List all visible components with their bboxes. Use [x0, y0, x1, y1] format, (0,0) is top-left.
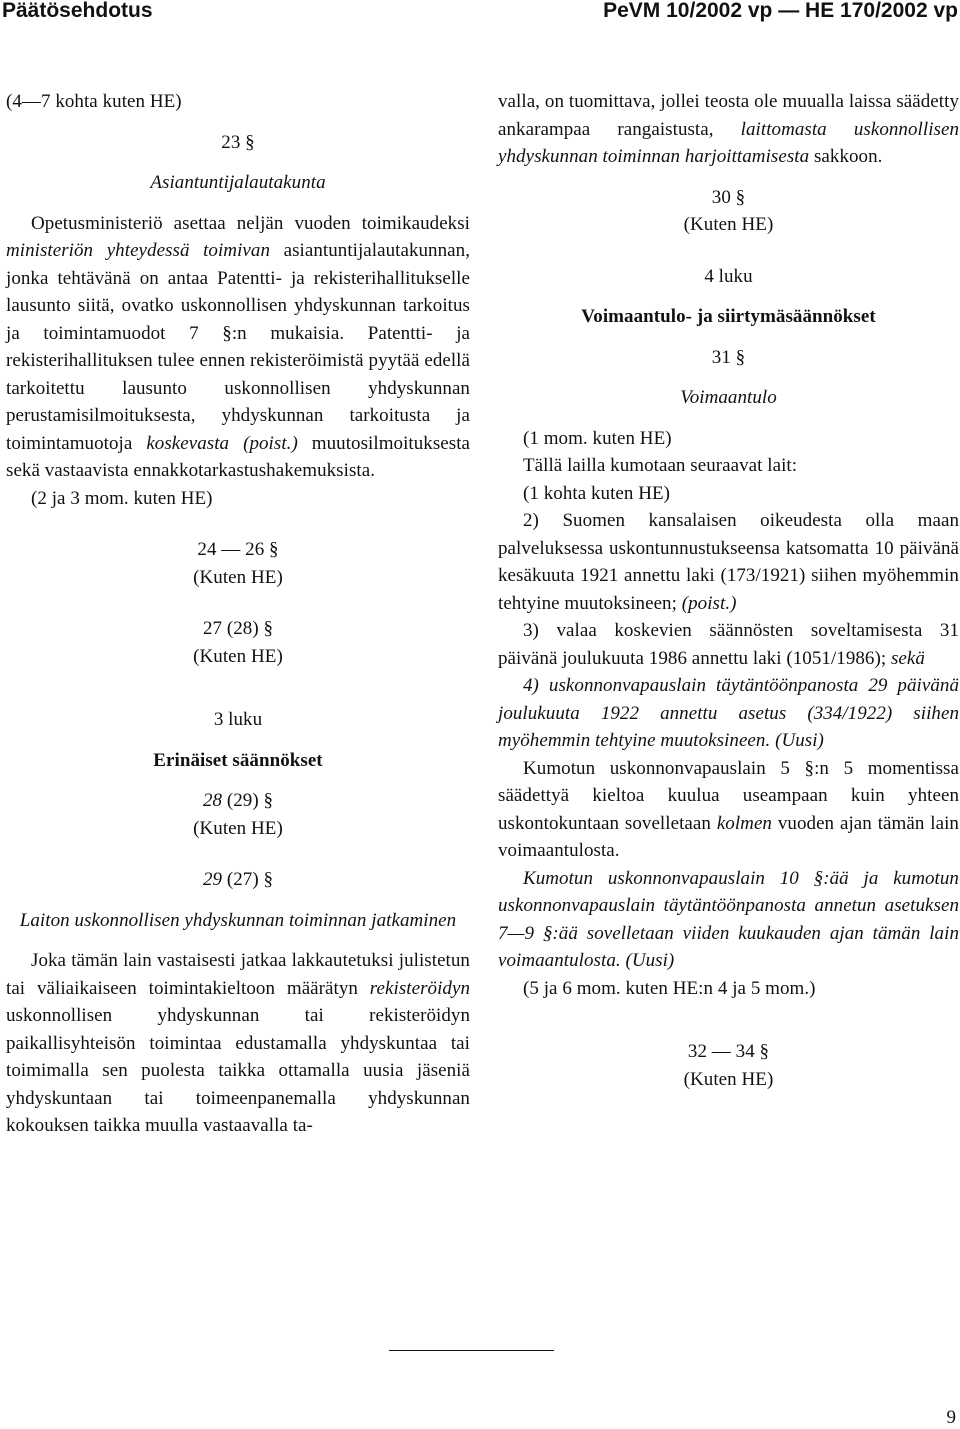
text-span-italic: laittomasta uskonnollisen yhdyskunnan toiminnan harjoittamisesta: [498, 118, 959, 167]
text-span-italic: sekä: [890, 647, 925, 669]
section-31-item-4: 4) uskonnonvapauslain täytäntöönpanosta 29 päivänä joulukuuta 1922 annettu asetus (334/1922) siihen myöhemmin tehtyine muutoksineen. (Uusi): [498, 675, 959, 751]
text-span: Opetusministeriö asettaa neljän vuoden toimikaudeksi: [31, 212, 470, 234]
section-23-paragraph-2: (2 ja 3 mom. kuten HE): [31, 487, 213, 509]
section-31-paragraph-6: Kumotun uskonnonvapauslain 10 §:ää ja kumotun uskonnonvapauslain täytäntöönpanosta annetun asetuksen 7—9 §:ää sovelletaan viiden kuukauden ajan tämän lain voimaantulosta. (Uusi): [498, 867, 959, 971]
section-31-line-3: (1 kohta kuten HE): [523, 482, 671, 504]
chapter-4-number: 4 luku: [704, 265, 753, 287]
section-24-26-note: (Kuten HE): [193, 566, 283, 588]
section-28-number: [6, 787, 470, 815]
section-29-title: Laiton uskonnollisen yhdyskunnan toiminnan jatkaminen: [19, 909, 457, 931]
section-29-number: [6, 866, 470, 894]
section-31-item-2: [498, 507, 959, 617]
section-27-number: 27 (28) §: [202, 618, 274, 639]
text-span: asiantuntijalautakunnan, jonka tehtävänä on antaa Patentti- ja rekisterihallitukselle lausunto siitä, ovatko uskonnollisen yhdyskunnan tarkoitus ja toimintamuodot 7 §:n mukaisia. Patentti- ja rekisterihallituksen tulee ennen rekisteröimistä pyytää edellä tarkoitettu lausunto uskonnollisen yhdyskunnan perustamisilmoituksesta, yhdyskunnan tarkoitusta ja toimintamuotoja: [6, 240, 470, 454]
chapter-3-number: 3 luku: [213, 709, 263, 730]
text-span: uskonnollisen yhdyskunnan tai rekisteröidyn paikallisyhteisön toimintaa edustamalla yhdyskuntaa tai toimimalla sen puolesta taikka ottamalla uusia jäseniä yhdyskuntaan tai toimeenpanemalla yhdyskunnan kokouksen taikka muulla vastaavalla ta-: [6, 1005, 470, 1136]
text-span-italic: koskevasta (poist.): [146, 432, 298, 454]
text-span-italic: 29: [202, 869, 223, 890]
text-span: Kumotun uskonnonvapauslain 5 §:n 5 momentissa säädettyä kieltoa kuulua useampaan kuin yhteen uskontokuntaan sovelletaan: [498, 757, 959, 834]
section-24-26-number: 24 — 26 §: [197, 539, 279, 560]
section-23-title: Asiantuntijalautakunta: [150, 172, 326, 193]
text-span: 2) Suomen kansalaisen oikeudesta olla maan palveluksessa uskontunnustukseensa katsomatta 10 päivänä kesäkuuta 1921 annettu laki (173/1921) siihen myöhemmin tehtyine muutoksineen;: [498, 510, 959, 614]
text-span: vuoden ajan tämän lain voimaantulosta.: [498, 812, 959, 861]
section-29-continuation: [498, 88, 959, 171]
section-31-paragraph-5: [498, 755, 959, 865]
page-number: 9: [946, 1407, 956, 1428]
section-31-item-3: [498, 617, 959, 672]
right-column: [498, 88, 959, 1093]
text-span: Joka tämän lain vastaisesti jatkaa lakkautetuksi julistetun tai väliaikaiseen toimintakieltoon määrätyn: [6, 950, 470, 999]
left-column: [6, 88, 470, 1140]
section-31-line-2: Tällä lailla kumotaan seuraavat lait:: [523, 455, 798, 476]
section-23-paragraph-1: [6, 210, 470, 485]
section-31-paragraph-7: (5 ja 6 mom. kuten HE:n 4 ja 5 mom.): [523, 977, 816, 999]
section-32-34-number: 32 — 34 §: [687, 1041, 770, 1062]
chapter-3-title: Erinäiset säännökset: [153, 749, 323, 771]
section-28-note: (Kuten HE): [193, 817, 283, 839]
header-left-title: Päätösehdotus: [2, 0, 153, 22]
intro-note: (4—7 kohta kuten HE): [6, 91, 182, 112]
section-30-note: (Kuten HE): [683, 214, 774, 235]
section-27-note: (Kuten HE): [193, 645, 283, 667]
text-span-italic: rekisteröidyn: [369, 977, 470, 999]
text-span: valla, on tuomittava, jollei teosta ole muualla laissa säädetty ankarampaa rangaistusta,: [498, 91, 959, 140]
section-31-number: 31 §: [711, 346, 746, 368]
text-span: (29) §: [222, 790, 274, 811]
header-right-reference: PeVM 10/2002 vp — HE 170/2002 vp: [603, 0, 958, 22]
section-30-number: 30 §: [711, 186, 746, 208]
text-span-italic: (poist.): [681, 592, 737, 614]
text-span: 3) valaa koskevien säännösten soveltamisesta 31 päivänä joulukuuta 1986 annettu laki (1051/1986);: [498, 620, 959, 669]
chapter-4-title: Voimaantulo- ja siirtymäsäännökset: [581, 306, 876, 327]
section-29-paragraph: [6, 947, 470, 1140]
text-span-italic: ministeriön yhteydessä toimivan: [6, 240, 270, 261]
text-span: muutosilmoituksesta sekä vastaavista ennakkotarkastushakemuksista.: [6, 432, 471, 481]
text-span-italic: kolmen: [716, 812, 772, 834]
section-31-line-1: (1 mom. kuten HE): [523, 427, 672, 449]
text-span: (27) §: [222, 869, 274, 890]
section-32-34-note: (Kuten HE): [683, 1068, 774, 1090]
end-rule: [389, 1350, 554, 1351]
section-31-title: Voimaantulo: [680, 387, 777, 408]
text-span-italic: 28: [202, 790, 223, 811]
running-header: [0, 0, 960, 24]
text-span: sakkoon.: [809, 146, 883, 167]
section-23-number: 23 §: [221, 131, 255, 153]
